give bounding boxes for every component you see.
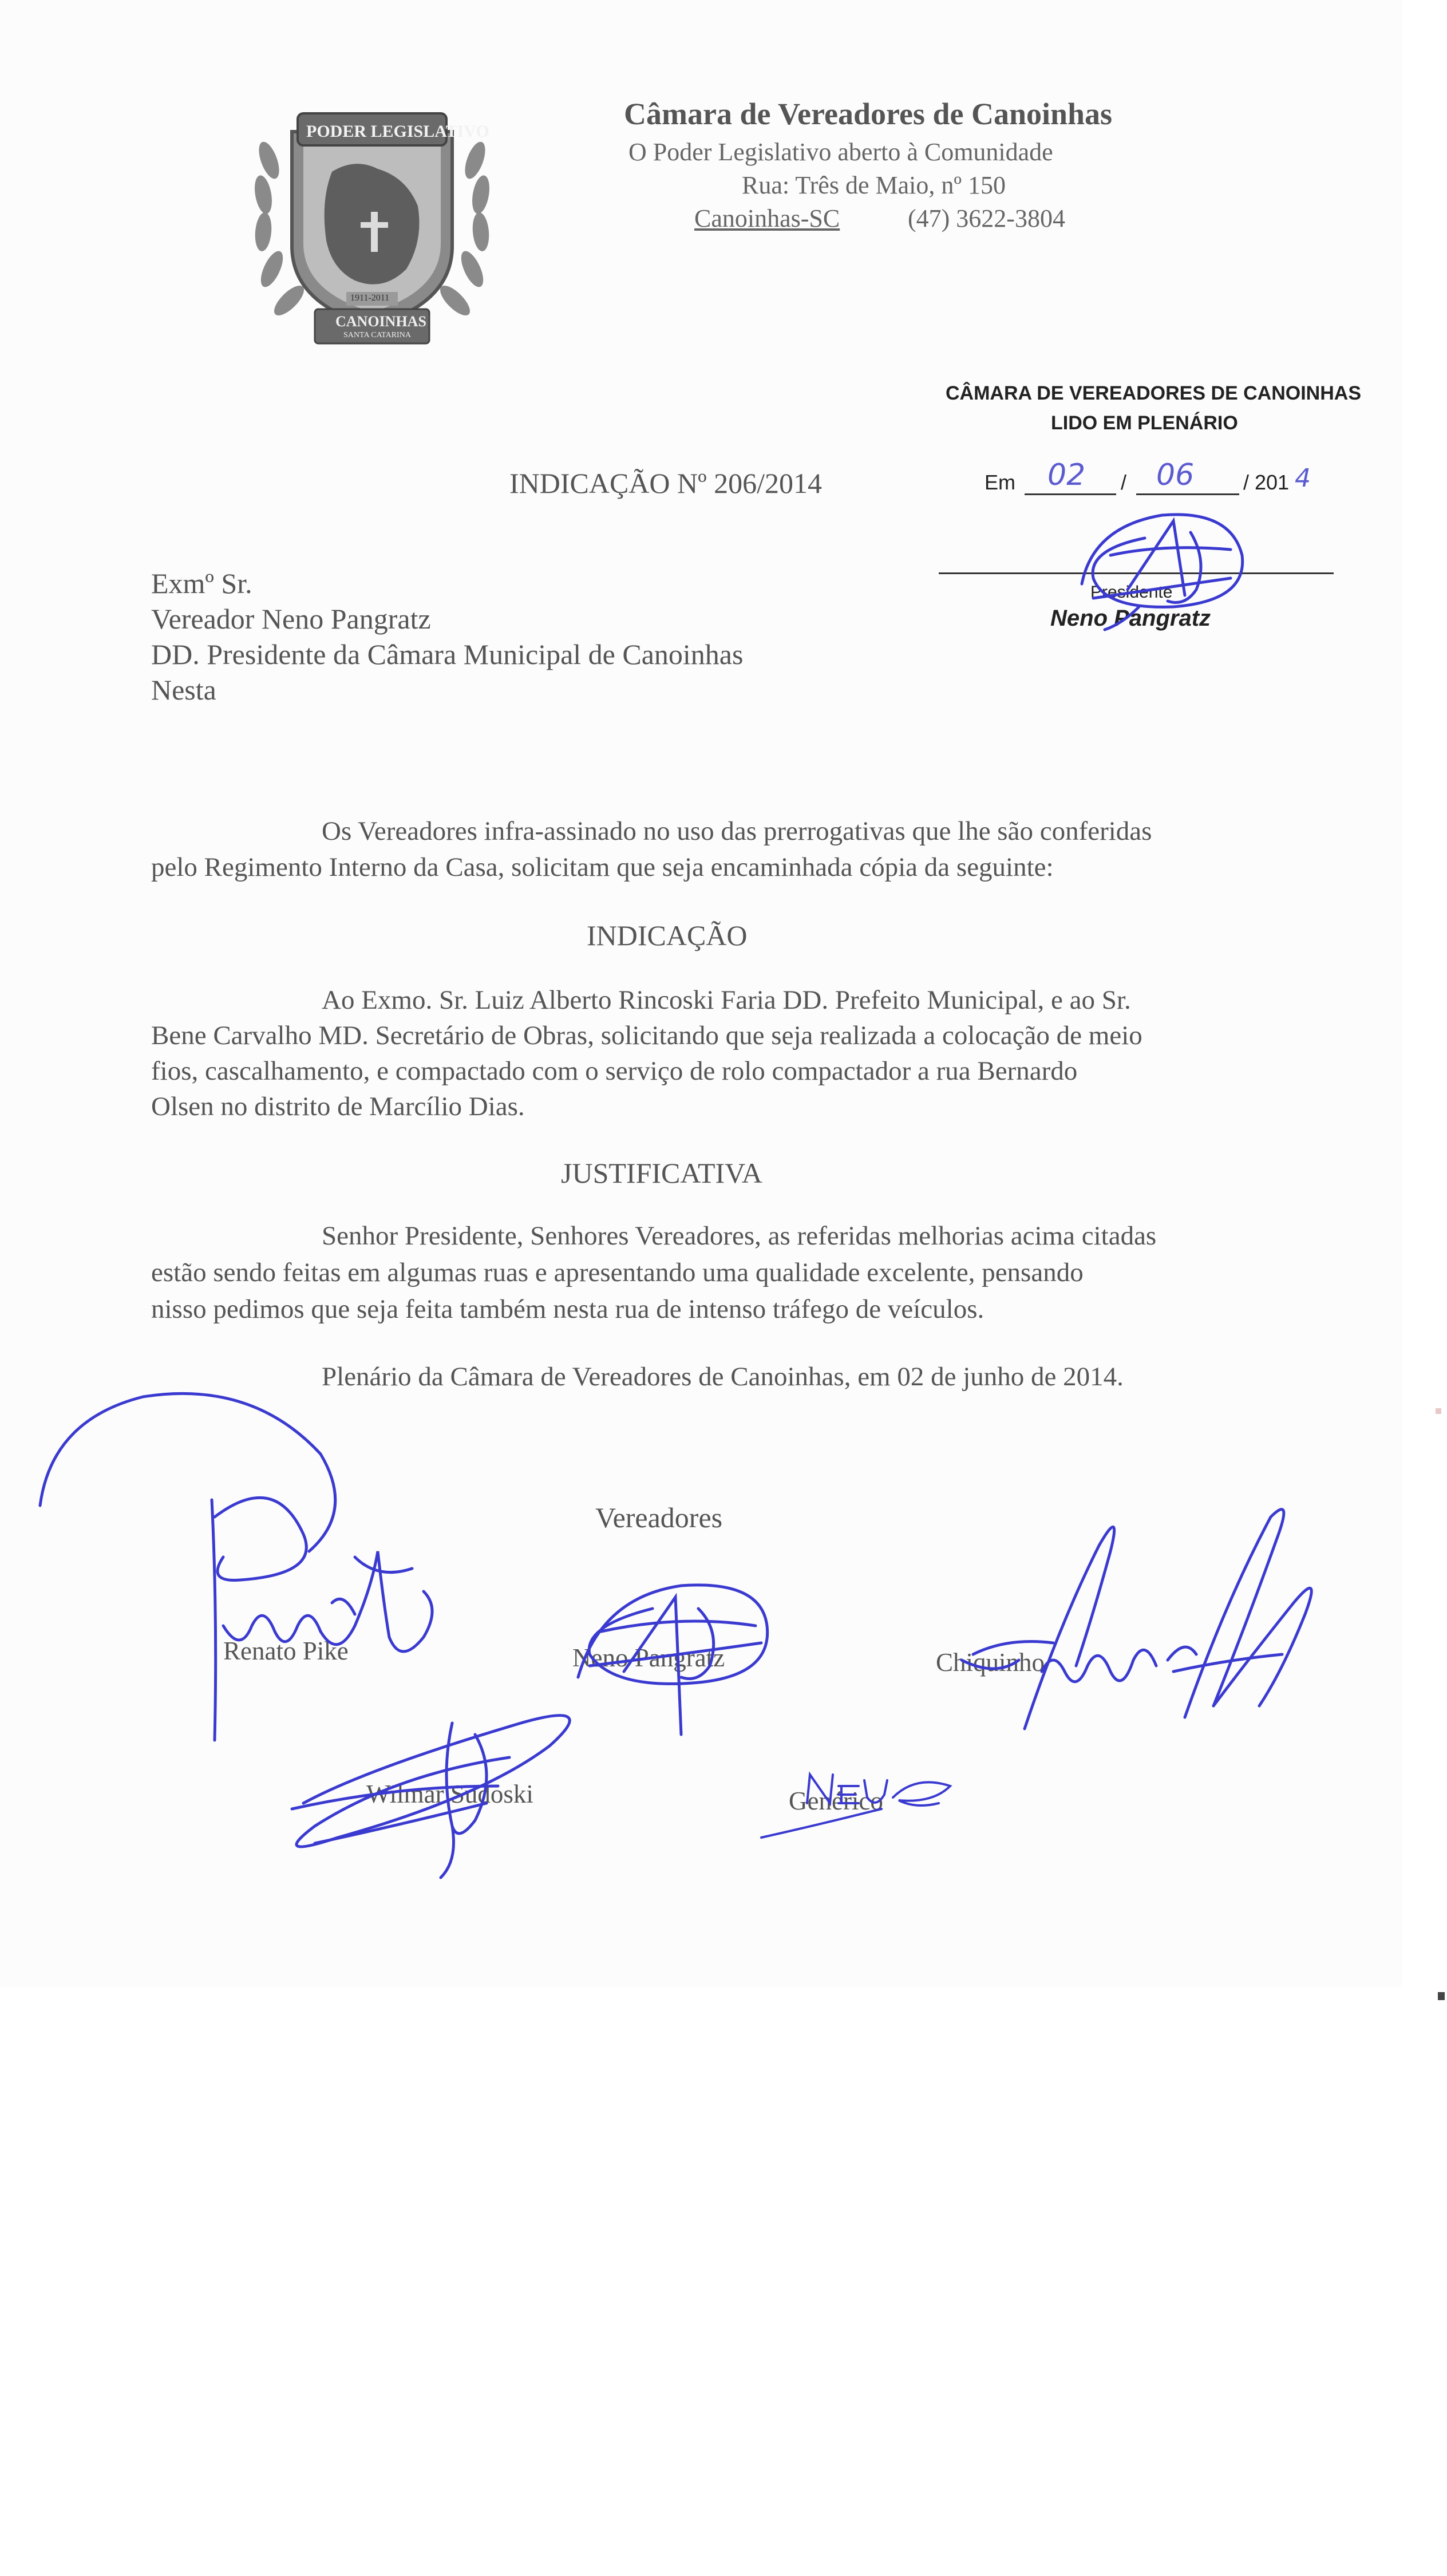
stamp-name: Neno Pangratz <box>1050 606 1211 631</box>
signer-name-3: Chiquinho <box>936 1648 1045 1677</box>
document-number: INDICAÇÃO Nº 206/2014 <box>509 467 823 499</box>
indicacao-heading: INDICAÇÃO <box>587 919 748 951</box>
signature-wilmar-sudoski <box>280 1689 624 1883</box>
header-address: Rua: Três de Maio, nº 150 <box>742 171 1006 199</box>
recipient-line-2: Vereador Neno Pangratz <box>151 603 431 635</box>
header-city: Canoinhas-SC <box>694 204 840 232</box>
header-phone: (47) 3622-3804 <box>908 204 1065 232</box>
logo-name: CANOINHAS <box>335 313 426 330</box>
logo-years: 1911-2011 <box>350 293 390 303</box>
indicacao-line-2: Bene Carvalho MD. Secretário de Obras, solicitando que seja realizada a colocação de meio <box>151 1021 1142 1050</box>
signer-name-2: Neno Pangratz <box>572 1643 725 1672</box>
logo-banner-text: PODER LEGISLATIVO <box>306 122 489 141</box>
indicacao-line-3: fios, cascalhamento, e compactado com o serviço de rolo compactador a rua Bernardo <box>151 1056 1078 1086</box>
signature-chiquinho <box>927 1488 1339 1763</box>
intro-line-2: pelo Regimento Interno da Casa, solicitam que seja encaminhada cópia da seguinte: <box>151 852 1054 882</box>
recipient-line-1: Exmº Sr. <box>151 567 252 599</box>
stamp-slash-1: / <box>1121 471 1127 494</box>
justificativa-line-1: Senhor Presidente, Senhores Vereadores, as referidas melhorias acima citadas <box>322 1221 1157 1251</box>
logo-state: SANTA CATARINA <box>343 331 411 339</box>
justificativa-heading: JUSTIFICATIVA <box>561 1157 762 1189</box>
stamp-year-suffix: 4 <box>1295 464 1311 493</box>
stamp-president-signature <box>1059 492 1265 635</box>
stamp-year-prefix: / 201 <box>1243 471 1290 494</box>
signature-generico <box>744 1763 962 1855</box>
justificativa-line-2: estão sendo feitas em algumas ruas e apresentando uma qualidade excelente, pensando <box>151 1258 1084 1287</box>
stamp-line-2: LIDO EM PLENÁRIO <box>1051 412 1238 434</box>
signer-name-1: Renato Pike <box>223 1637 349 1665</box>
indicacao-line-1: Ao Exmo. Sr. Luiz Alberto Rincoski Faria DD. Prefeito Municipal, e ao Sr. <box>322 985 1131 1015</box>
header-tagline: O Poder Legislativo aberto à Comunidade <box>628 138 1053 166</box>
signatures-heading: Vereadores <box>595 1502 723 1534</box>
stamp-line-1: CÂMARA DE VEREADORES DE CANOINHAS <box>946 382 1362 404</box>
indicacao-line-4: Olsen no distrito de Marcílio Dias. <box>151 1092 525 1121</box>
header-title: Câmara de Vereadores de Canoinhas <box>624 97 1113 131</box>
scan-mark <box>1438 1992 1445 2000</box>
intro-line-1: Os Vereadores infra-assinado no uso das prerrogativas que lhe são conferidas <box>322 816 1152 846</box>
recipient-line-4: Nesta <box>151 674 216 706</box>
signer-name-4: Wilmar Sudoski <box>366 1780 533 1808</box>
stamp-day: 02 <box>1047 458 1086 492</box>
justificativa-line-3: nisso pedimos que seja feita também nesta rua de intenso tráfego de veículos. <box>151 1294 985 1324</box>
recipient-line-3: DD. Presidente da Câmara Municipal de Canoinhas <box>151 638 744 670</box>
stamp-role: Presidente <box>1090 583 1173 602</box>
signer-name-5: Genérico <box>789 1787 883 1815</box>
scan-mark-2 <box>1436 1408 1441 1414</box>
stamp-em-label: Em <box>985 471 1015 494</box>
closing-line: Plenário da Câmara de Vereadores de Canoinhas, em 02 de junho de 2014. <box>322 1362 1124 1392</box>
stamp-month: 06 <box>1156 458 1195 492</box>
